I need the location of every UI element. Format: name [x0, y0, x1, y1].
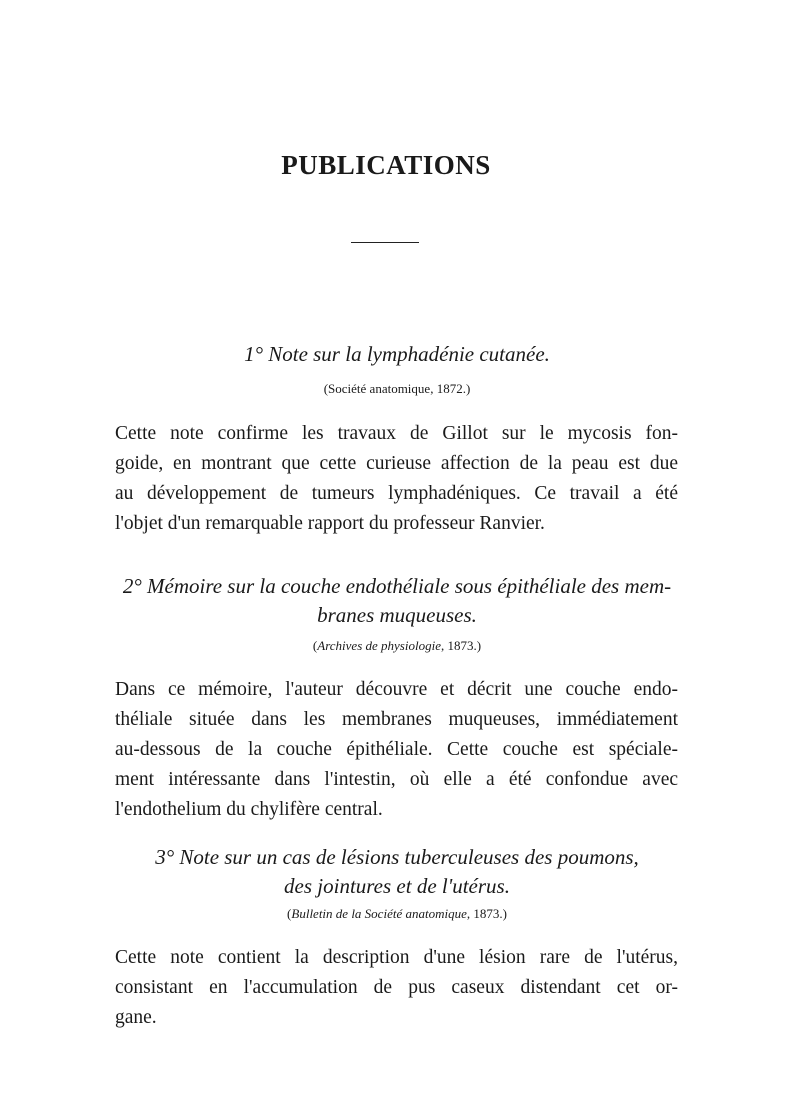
body-line: l'objet d'un remarquable rapport du professeur Ranvier.: [115, 513, 545, 534]
body-line: goide, en montrant que cette curieuse affection de la peau est due: [115, 453, 678, 474]
publication-2-title: [112, 572, 682, 630]
publication-2-title-line: branes muqueuses.: [317, 603, 477, 627]
body-line: théliale située dans les membranes muqueuses, immédiatement: [115, 709, 678, 730]
publication-1-body: [115, 419, 678, 539]
publication-1-source: (Société anatomique, 1872.): [323, 381, 471, 396]
source-journal: Bulletin de la Société anatomique: [291, 906, 467, 921]
page-title: PUBLICATIONS: [281, 150, 491, 180]
body-line: au-dessous de la couche épithéliale. Cette couche est spéciale-: [115, 739, 678, 760]
publication-1-title-line: 1° Note sur la lymphadénie cutanée.: [244, 342, 550, 366]
publication-3-title-line: 3° Note sur un cas de lésions tuberculeuses des poumons,: [155, 845, 639, 869]
publication-2-body: [115, 675, 678, 825]
body-line: Cette note confirme les travaux de Gillot sur le mycosis fon-: [115, 423, 678, 444]
publication-2-title-line: 2° Mémoire sur la couche endothéliale sous épithéliale des mem-: [122, 574, 672, 598]
publication-3-title-line: des jointures et de l'utérus.: [284, 874, 510, 898]
publication-1-title: [112, 340, 682, 369]
body-line: Cette note contient la description d'une lésion rare de l'utérus,: [115, 947, 678, 968]
source-year: , 1873.): [466, 906, 507, 921]
publication-3-source: (Bulletin de la Société anatomique, 1873.): [287, 906, 507, 921]
body-line: gane.: [115, 1007, 157, 1028]
title-rule: [351, 242, 419, 243]
body-line: au développement de tumeurs lymphadéniques. Ce travail a été: [115, 483, 678, 504]
body-line: ment intéressante dans l'intestin, où elle a été confondue avec: [115, 769, 678, 790]
body-line: consistant en l'accumulation de pus caseux distendant cet or-: [115, 977, 678, 998]
body-line: Dans ce mémoire, l'auteur découvre et décrit une couche endo-: [115, 679, 678, 700]
publication-3-title: [112, 843, 682, 901]
publication-3-body: [115, 943, 678, 1033]
body-line: l'endothelium du chylifère central.: [115, 799, 383, 820]
source-year: , 1873.): [440, 638, 482, 653]
publication-2-source: (Archives de physiologie, 1873.): [312, 638, 482, 653]
source-journal: Archives de physiologie: [317, 638, 441, 653]
